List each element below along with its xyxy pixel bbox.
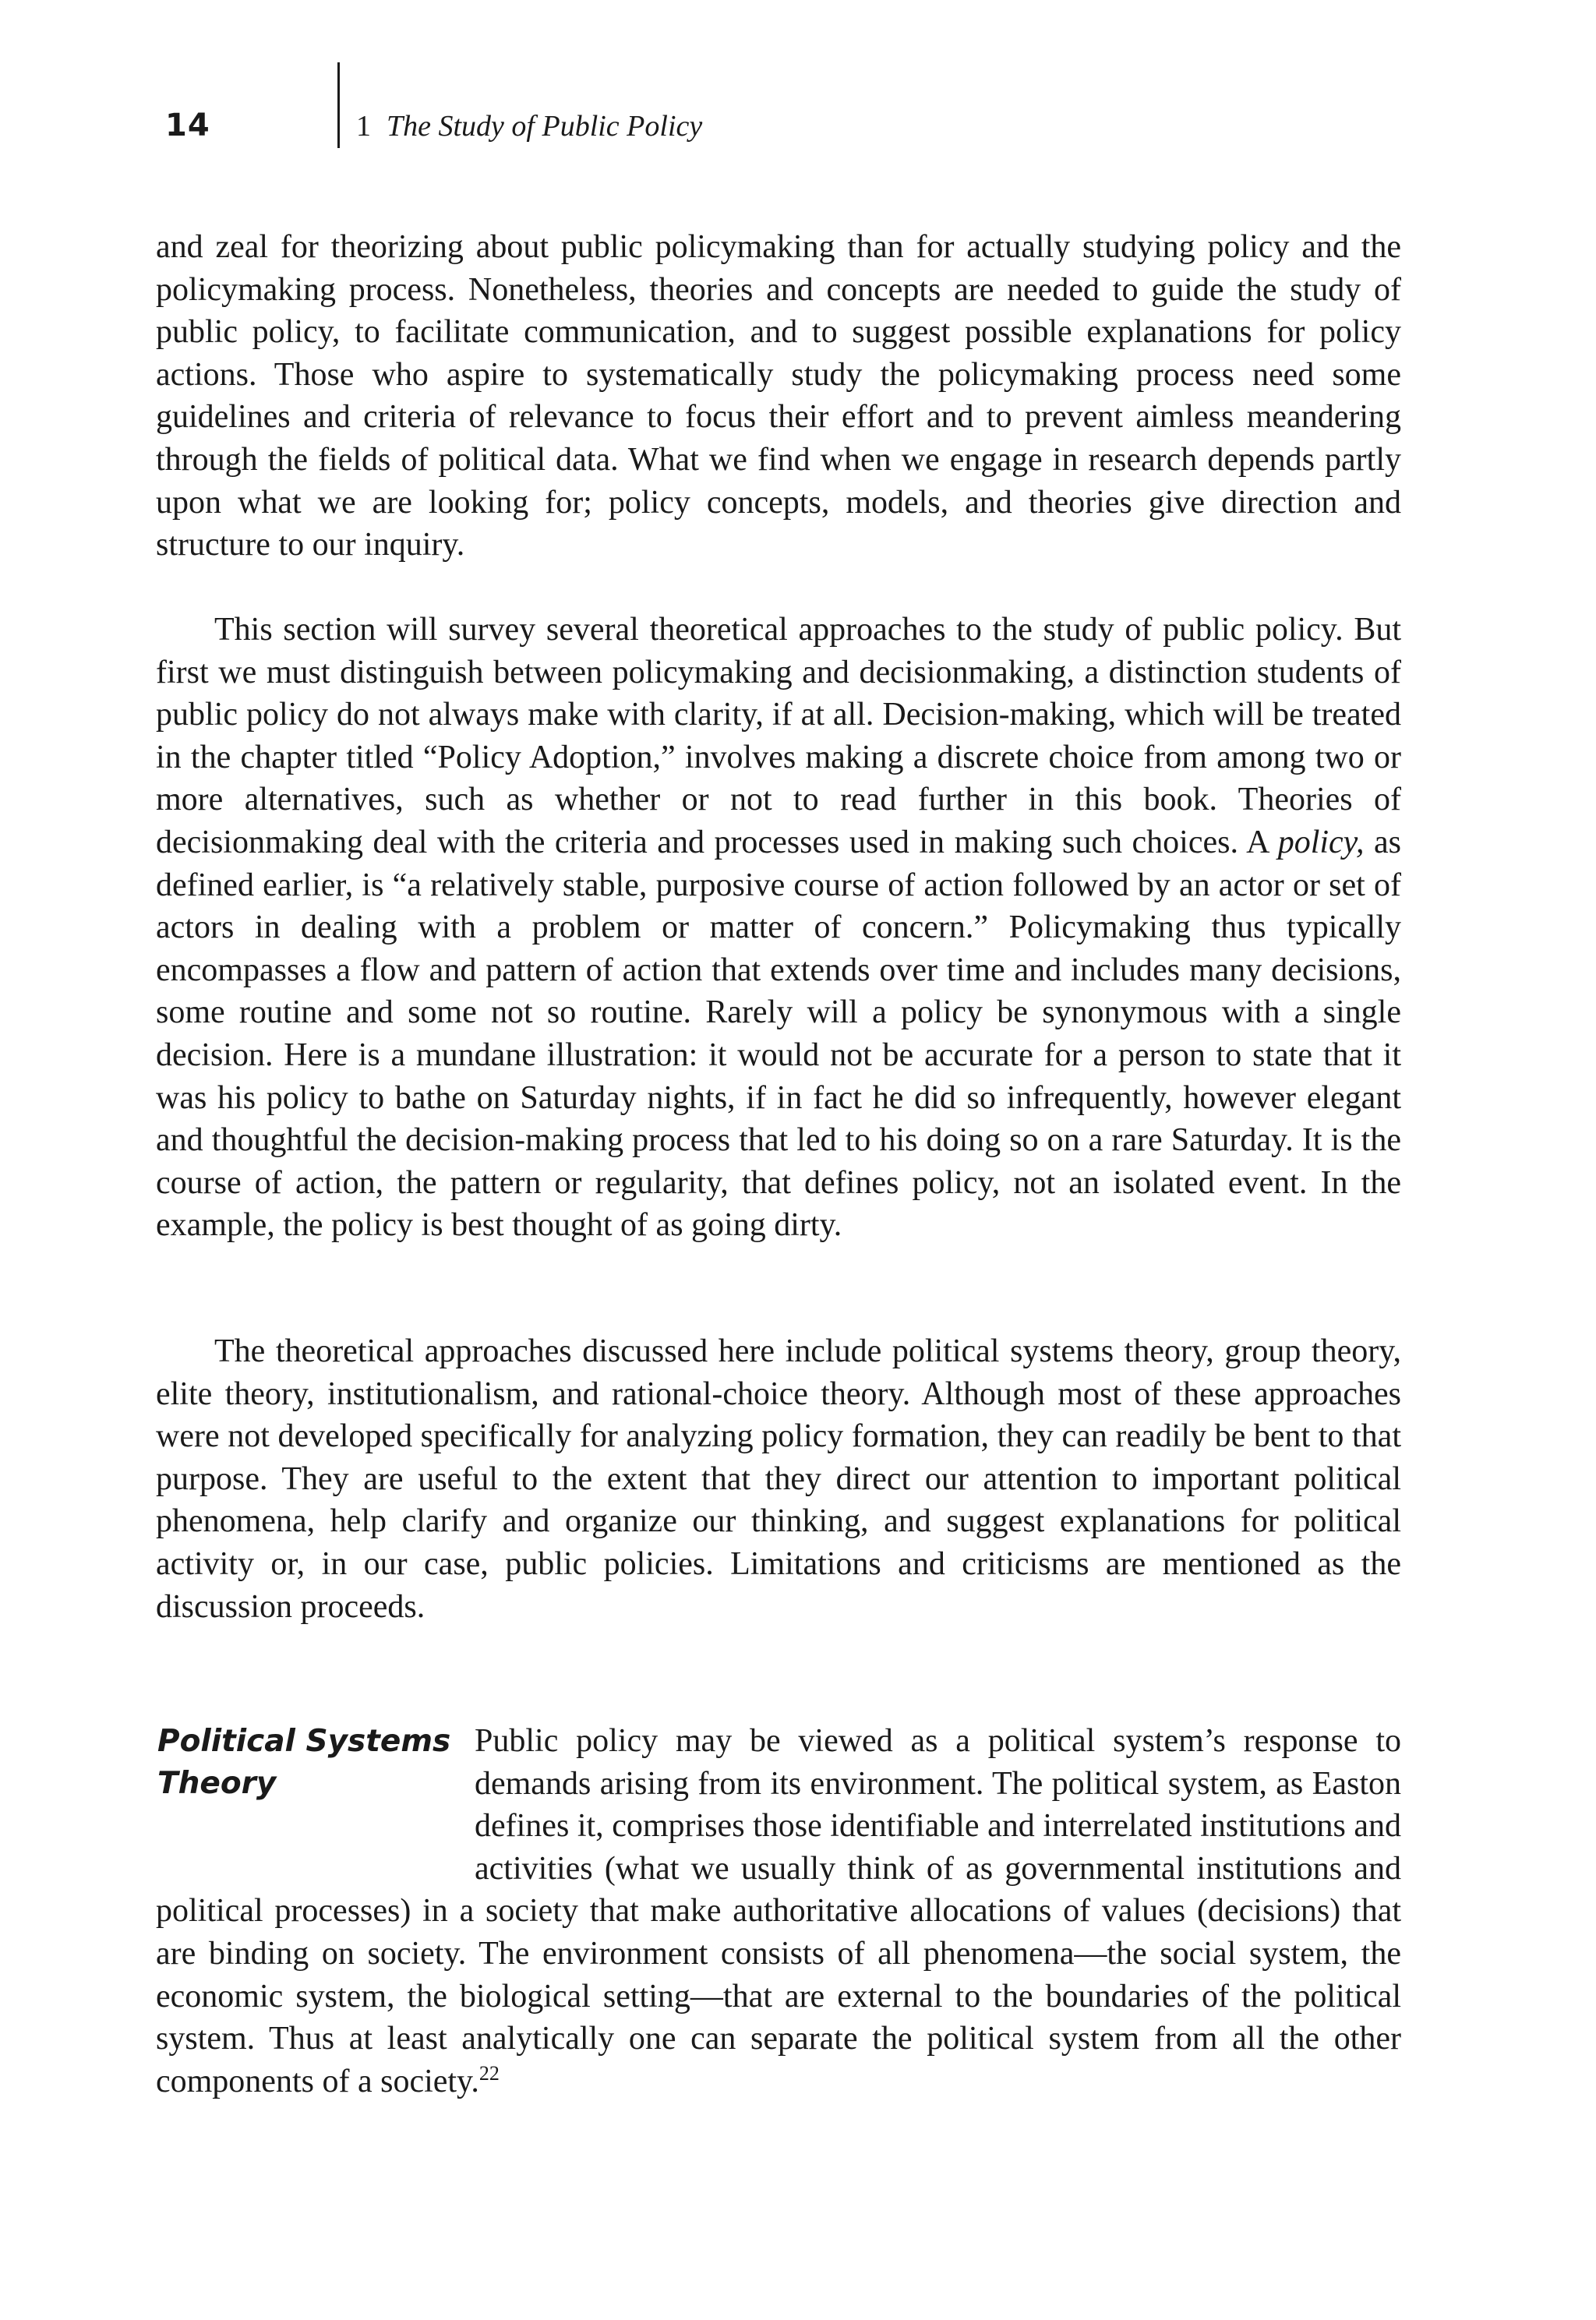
paragraph-2 — [156, 609, 1401, 1247]
paragraph-3: The theoretical approaches discussed here include political systems theory, group theory, elite theory, institutionalism, and rational-choice theory. Although most of these approaches were not developed specifically for analyzing policy formation, they can readily be bent to that purpose. They are useful to the extent that they direct our attention to important political phenomena, help clarify and organize our thinking, and suggest explanations for political activity or, in our case, public policies. Limitations and criticisms are mentioned as the discussion proceeds. — [156, 1333, 1401, 1625]
chapter-title: The Study of Public Policy — [387, 110, 703, 143]
header-divider — [337, 62, 340, 148]
chapter-number: 1 — [356, 110, 371, 143]
section-heading-line-2: Theory — [157, 1766, 277, 1801]
paragraph-1: and zeal for theorizing about public policymaking than for actually studying policy and the policymaking process. Nonetheless, theories and concepts are needed to guide the study of public policy, to facilitate communication, and to suggest possible explanations for policy actions. Those who aspire to systematically study the policymaking process need some guidelines and criteria of relevance to focus their effort and to prevent aimless meandering through the fields of political data. What we find when we engage in research depends partly upon what we are looking for; policy concepts, models, and theories give direction and structure to our inquiry. — [156, 229, 1401, 563]
policy-emphasis: policy, — [1277, 824, 1365, 860]
paragraph-2-part-2: as defined earlier, is “a relatively stable, purposive course of action followed by an actor or set of actors in dealing with a problem or matter of concern.” Policymaking thus typically encompasses a flow and pattern of action that extends over time and includes many decisions, some routine and some not so routine. Rarely will a policy be synonymous with a single decision. Here is a mundane illustration: it would not be accurate for a person to state that it was his policy to bathe on Saturday nights, if in fact he did so infrequently, however elegant and thoughtful the decision-making process that led to his doing so on a rare Saturday. It is the course of action, the pattern or regularity, that defines policy, not an isolated event. In the example, the policy is best thought of as going dirty. — [156, 824, 1401, 1244]
section-paragraph-text: Public policy may be viewed as a political system’s response to demands arising from its environment. The political system, as Easton defines it, comprises those identifiable and interrelated institutions and activities (what we usually think of as governmental institutions and political processes) in a society that make authoritative allocations of values (decisions) that are binding on society. The environment consists of all phenomena—the social system, the economic system, the biological setting—that are external to the boundaries of the political system. Thus at least analytically one can separate the political system from all the other components of a society. — [156, 1723, 1401, 2099]
section-heading-line-1: Political Systems — [157, 1724, 451, 1759]
page-number: 14 — [165, 108, 210, 143]
heading-spacer — [156, 1720, 475, 1890]
section-paragraph — [156, 1720, 1401, 2103]
running-header — [156, 94, 1403, 164]
paragraph-2-part-1: This section will survey several theoretical approaches to the study of public policy. But first we must distinguish between policymaking and decisionmaking, a distinction students of public policy do not always make with clarity, if at all. Decision-making, which will be treated in the chapter titled “Policy Adoption,” involves making a discrete choice from among two or more alternatives, such as whether or not to read further in this book. Theories of decisionmaking deal with the criteria and processes used in making such choices. A — [156, 612, 1401, 860]
footnote-reference: 22 — [478, 2061, 500, 2085]
